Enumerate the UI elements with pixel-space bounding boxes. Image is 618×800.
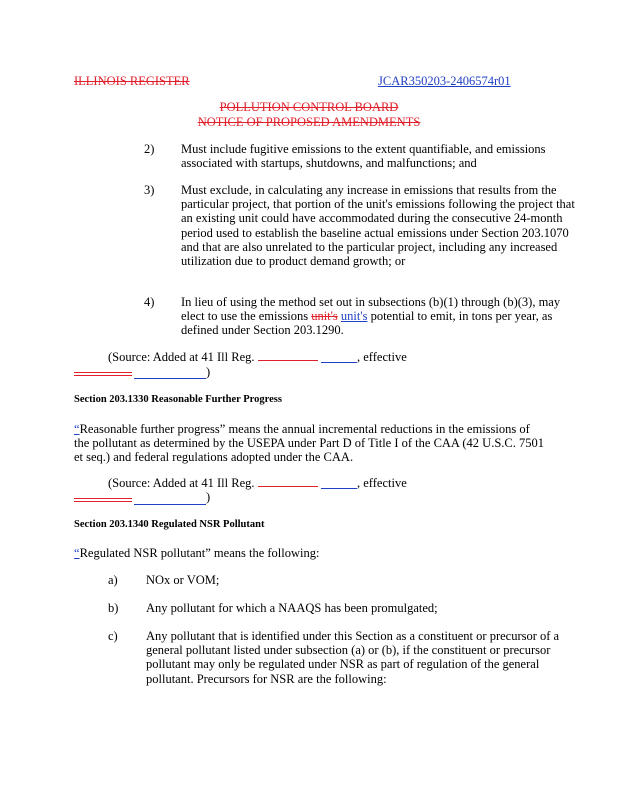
board-title: POLLUTION CONTROL BOARD <box>219 100 399 114</box>
section-body-text: Reasonable further progress” means the annual incremental reductions in the emissions of the pollutant as determined by the USEPA under Part D of Title I of the CAA (42 U.S.C. 7501 et seq.) and federal regulations adopted under the CAA. <box>74 422 545 465</box>
item-number: 3) <box>144 183 155 197</box>
source-close: ) <box>206 365 211 379</box>
source-label: (Source: Added at 41 Ill Reg. <box>108 476 255 490</box>
quote-mark: “ <box>74 546 80 560</box>
list-text: NOx or VOM; <box>146 573 220 587</box>
register-title: ILLINOIS REGISTER <box>74 74 190 88</box>
inserted-text: unit's <box>340 309 368 324</box>
deleted-text: unit's <box>311 309 338 324</box>
item-text <box>181 295 581 338</box>
section-heading: Section 203.1340 Regulated NSR Pollutant <box>74 519 265 530</box>
item-text-after: potential to emit, in tons per year, as defined under Section 203.1290. <box>181 309 553 338</box>
jcar-code: JCAR350203-2406574r01 <box>378 74 511 88</box>
item-text: Must exclude, in calculating any increase in emissions that results from the particular project, that portion of the unit's emissions following the project that an existing unit could have accommodated during the consecutive 24-month period used to establish the baseline actual emissions under Section 203.1070 and that are also unrelated to the particular project, including any increased utilization due to product demand growth; or <box>181 183 575 269</box>
list-number: b) <box>108 601 119 615</box>
section-heading: Section 203.1330 Reasonable Further Progress <box>74 394 282 405</box>
list-number: c) <box>108 629 118 643</box>
item-number: 2) <box>144 142 155 156</box>
source-close: ) <box>206 490 211 504</box>
item-number: 4) <box>144 295 155 309</box>
source-effective: , effective <box>357 476 407 490</box>
notice-title: NOTICE OF PROPOSED AMENDMENTS <box>197 115 421 129</box>
item-text: Must include fugitive emissions to the extent quantifiable, and emissions associated with startups, shutdowns, and malfunctions; and <box>181 142 546 171</box>
item-text-before: In lieu of using the method set out in subsections (b)(1) through (b)(3), may elect to use the emissions <box>181 295 561 324</box>
list-text: Any pollutant for which a NAAQS has been promulgated; <box>146 601 438 615</box>
section-intro <box>74 546 319 561</box>
quote-mark: “ <box>74 422 80 436</box>
section-body <box>74 422 544 465</box>
list-text: Any pollutant that is identified under this Section as a constituent or precursor of a general pollutant listed under subsection (a) or (b), if the constituent or precursor pollutant may only be regulated under NSR as part of regulation of the general pollutant. Precursors for NSR are the following: <box>146 629 560 686</box>
list-number: a) <box>108 573 118 587</box>
source-effective: , effective <box>357 350 407 364</box>
source-label: (Source: Added at 41 Ill Reg. <box>108 350 255 364</box>
section-intro-text: Regulated NSR pollutant” means the following: <box>79 546 320 560</box>
